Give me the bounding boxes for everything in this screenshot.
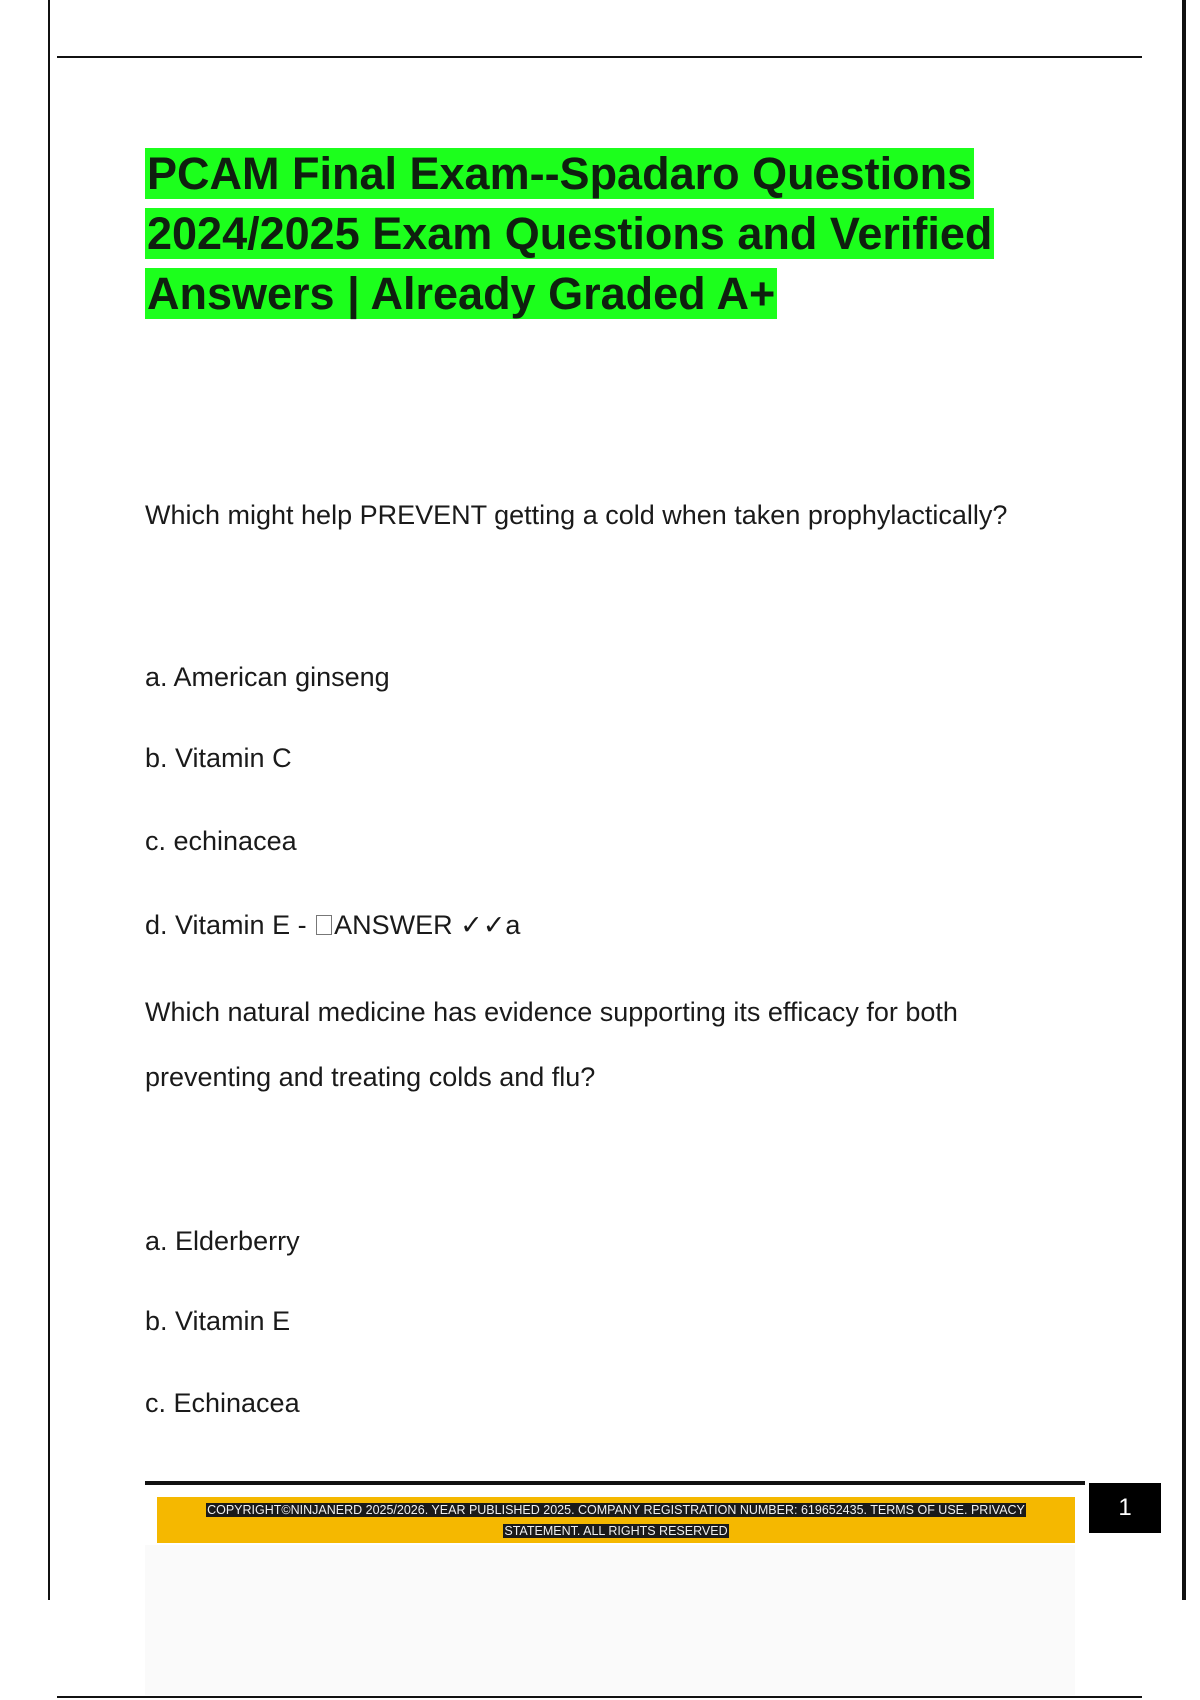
question-1-option-a: a. American ginseng xyxy=(145,662,390,692)
question-2-text-line-2: preventing and treating colds and flu? xyxy=(145,1062,596,1092)
header-rule xyxy=(57,56,1142,58)
question-1-option-c: c. echinacea xyxy=(145,826,297,856)
page-number: 1 xyxy=(1089,1483,1161,1533)
question-2-option-b: b. Vitamin E xyxy=(145,1306,291,1336)
page-border-left xyxy=(48,0,50,1600)
question-1-option-d xyxy=(145,908,520,942)
page-shadow xyxy=(145,1545,1075,1695)
question-2-option-a: a. Elderberry xyxy=(145,1226,300,1256)
title-line-2: 2024/2025 Exam Questions and Verified xyxy=(147,208,993,259)
option-d-label: d. Vitamin E - xyxy=(145,910,315,940)
bottom-rule xyxy=(57,1696,1142,1698)
question-1-text: Which might help PREVENT getting a cold when taken prophylactically? xyxy=(145,500,1008,530)
title-line-3: Answers | Already Graded A+ xyxy=(147,268,776,319)
question-2-option-c: c. Echinacea xyxy=(145,1388,300,1418)
document-title xyxy=(145,144,1095,324)
question-2-text-line-1: Which natural medicine has evidence supporting its efficacy for both xyxy=(145,997,958,1027)
question-1-option-b: b. Vitamin C xyxy=(145,743,292,773)
footer-copyright xyxy=(171,1500,1061,1542)
answer-label: ANSWER ✓✓a xyxy=(334,910,521,940)
title-line-1: PCAM Final Exam--Spadaro Questions xyxy=(147,148,973,199)
footer-rule xyxy=(145,1481,1085,1485)
footer-copyright-text: COPYRIGHT©NINJANERD 2025/2026. YEAR PUBLISHED 2025. COMPANY REGISTRATION NUMBER: 619652435. TERMS OF USE. PRIVACY STATEMENT. ALL RIGHTS RESERVED xyxy=(207,1503,1025,1538)
page-border-right xyxy=(1182,0,1186,1600)
missing-glyph-icon xyxy=(316,915,332,935)
